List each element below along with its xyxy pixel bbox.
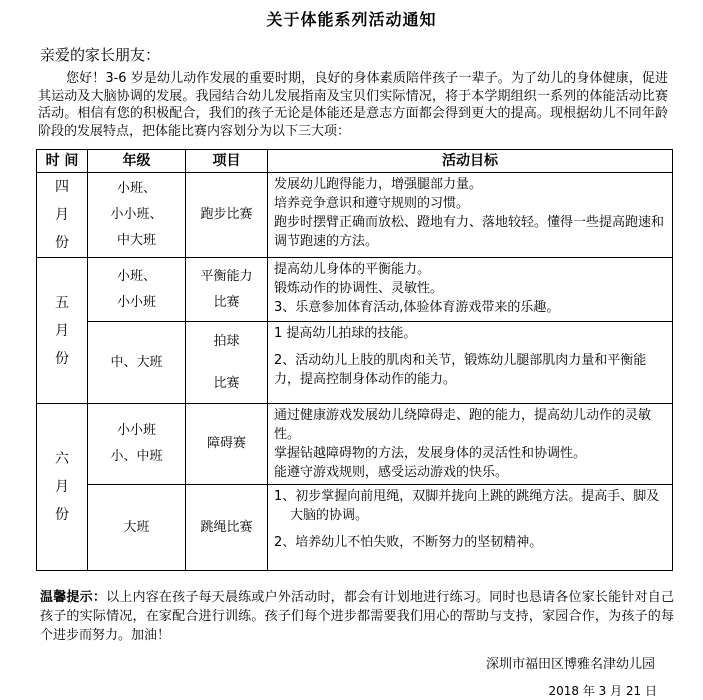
tip-label: 温馨提示： bbox=[40, 590, 107, 605]
table-row-may-balance bbox=[37, 258, 673, 322]
grade-cell bbox=[88, 404, 186, 485]
month-april bbox=[37, 173, 88, 258]
goal-line: 掌握钻越障碍物的方法，发展身体的灵活性和协调性。 bbox=[274, 446, 587, 461]
goal-cell bbox=[268, 322, 673, 404]
grade-cell bbox=[88, 173, 186, 258]
goal-line: 3、乐意参加体育活动,体验体育游戏带来的乐趣。 bbox=[274, 300, 560, 315]
table-row-april bbox=[37, 173, 673, 258]
month-char: 月 bbox=[55, 207, 69, 223]
table-header-row bbox=[37, 150, 673, 173]
goal-line: 锻炼动作的协调性、灵敏性。 bbox=[274, 281, 444, 296]
header-time: 时 间 bbox=[37, 150, 88, 173]
grade-cell bbox=[88, 258, 186, 322]
grade-cell: 中、大班 bbox=[88, 322, 186, 404]
document-date: 2018 年 3 月 21 日 bbox=[548, 684, 657, 698]
tip-text: 以上内容在孩子每天晨练或户外活动时，都会有计划地进行练习。同时也恳请各位家长能针对自己孩子的实际情况，在家配合进行训练。孩子们每个进步都需要我们用心的帮助与支持，家园合作，为孩子的每个进步而努力。加油！ bbox=[40, 590, 674, 643]
tip-paragraph bbox=[40, 588, 674, 645]
table-row-june-obstacle bbox=[37, 404, 673, 485]
grade-line: 小小班 bbox=[116, 294, 156, 310]
goal-line: 能遵守游戏规则，感受运动游戏的快乐。 bbox=[274, 465, 509, 480]
item-line: 平衡能力 bbox=[200, 268, 253, 284]
month-char: 六 bbox=[55, 451, 69, 467]
goal-line: 培养竞争意识和遵守规则的习惯。 bbox=[274, 196, 470, 211]
item-cell bbox=[186, 322, 268, 404]
goal-line: 2、活动幼儿上肢的肌肉和关节，锻炼幼儿腿部肌肉力量和平衡能力，提高控制身体动作的能力。 bbox=[274, 353, 647, 387]
grade-line: 小小班 bbox=[116, 423, 156, 438]
grade-line: 小班、 bbox=[116, 181, 156, 196]
month-char: 份 bbox=[55, 235, 69, 251]
item-cell: 障碍赛 bbox=[186, 404, 268, 485]
item-cell bbox=[186, 258, 268, 322]
month-char: 五 bbox=[55, 294, 69, 311]
item-cell: 跑步比赛 bbox=[186, 173, 268, 258]
goal-line: 通过健康游戏发展幼儿绕障碍走、跑的能力，提高幼儿动作的灵敏性。 bbox=[274, 408, 652, 442]
grade-line: 小班、 bbox=[116, 268, 156, 284]
goal-line: 2、培养幼儿不怕失败，不断努力的坚韧精神。 bbox=[274, 535, 543, 550]
item-line: 比赛 bbox=[213, 294, 240, 310]
month-char: 月 bbox=[55, 322, 69, 339]
header-item: 项目 bbox=[186, 150, 268, 173]
grade-cell: 大班 bbox=[88, 485, 186, 571]
goal-line: 发展幼儿跑得能力，增强腿部力量。 bbox=[274, 177, 483, 192]
header-grade: 年级 bbox=[88, 150, 186, 173]
goal-cell bbox=[268, 485, 673, 571]
goal-line: 1、初步掌握向前甩绳，双脚并拢向上跳的跳绳方法。提高手、脚及大脑的协调。 bbox=[274, 489, 660, 523]
intro-paragraph: 您好！3-6 岁是幼儿动作发展的重要时期，良好的身体素质陪伴孩子一辈子。为了幼儿的身体健康，促进其运动及大脑协调的发展。我园结合幼儿发展指南及宝贝们实际情况，将于本学期组织一系列的体能活动比赛活动。相信有您的积极配合，我们的孩子无论是体能还是意志方面都会得到更大的提高。现根据幼儿不同年龄阶段的发展特点，把体能比赛内容划分为以下三大项： bbox=[38, 71, 668, 139]
activity-table bbox=[36, 149, 673, 571]
goal-line: 跑步时摆臂正确而放松、蹬地有力、落地较轻。懂得一些提高跑速和调节跑速的方法。 bbox=[274, 215, 665, 249]
goal-line: 1 提高幼儿拍球的技能。 bbox=[274, 326, 417, 341]
goal-line: 提高幼儿身体的平衡能力。 bbox=[274, 262, 431, 277]
document-title: 关于体能系列活动通知 bbox=[266, 10, 437, 29]
goal-cell bbox=[268, 173, 673, 258]
header-goal: 活动目标 bbox=[268, 150, 673, 173]
item-line: 拍球 bbox=[213, 333, 240, 349]
month-char: 份 bbox=[55, 507, 69, 523]
goal-cell bbox=[268, 258, 673, 322]
month-char: 份 bbox=[55, 350, 69, 367]
item-line: 比赛 bbox=[213, 375, 240, 391]
month-char: 月 bbox=[55, 479, 69, 495]
table-row-may-ball bbox=[37, 322, 673, 404]
grade-line: 小小班、 bbox=[110, 207, 163, 222]
month-june bbox=[37, 404, 88, 571]
goal-cell bbox=[268, 404, 673, 485]
greeting: 亲爱的家长朋友： bbox=[40, 46, 161, 64]
month-may bbox=[37, 258, 88, 404]
month-char: 四 bbox=[55, 179, 69, 195]
table-row-june-rope bbox=[37, 485, 673, 571]
grade-line: 小、中班 bbox=[110, 449, 163, 464]
item-cell: 跳绳比赛 bbox=[186, 485, 268, 571]
grade-line: 中大班 bbox=[116, 233, 156, 248]
signature: 深圳市福田区博雅名津幼儿园 bbox=[485, 657, 655, 672]
